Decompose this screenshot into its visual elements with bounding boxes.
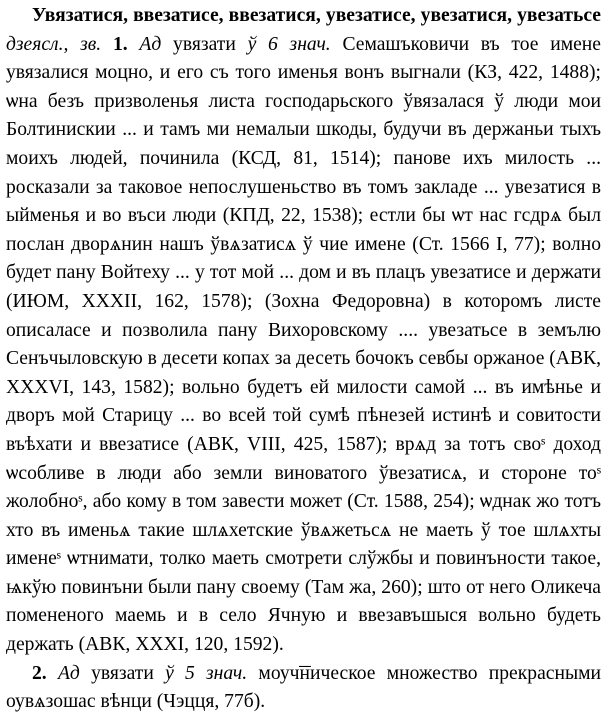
sense-1-ref-label: Ад — [139, 33, 162, 55]
dictionary-entry — [6, 2, 601, 717]
sense-1-paragraph — [6, 2, 601, 660]
grammar-label: дзеясл., зв. — [6, 33, 102, 55]
sense-1-number: 1. — [112, 33, 128, 55]
sense-1-text: Семашъковичи въ тое имене увязалися моцно, и его съ того именья вонъ выгнали (КЗ, 422, 1488); ѡна безъ призволенья листа господарьского ўвязалася ў люди мои Болтинискии ... и тамъ ми немалыи шкоды, будучи въ держаньи тыхъ моихъ людей, починила (КСД, 81, 1514); панове ихъ милость ... росказали за таковое непослушеньство въ томъ закладе ... увезатися в ыйменья и во въси люди (КПД, 22, 1538); естли бы ѡт нас гсдрѧ был послан дворѧнин нашъ ўвѧзатисѧ ў чие имене (Ст. 1566 I, 77); волно будет пану Войтеху ... у тот мой ... дом и въ плацъ увезатисе и держати (ИЮМ, XXXII, 162, 1578); (Зохна Федоровна) в которомъ листе описаласе и позволила пану Вихоровскому .... увезатьсе в земълю Сенъчыловскую в десети копах за десеть бочокъ севбы оржаное (АВК, XXXVI, 143, 1582); вольно будетъ ей милости самой ... въ имѣнье и дворъ мой Старицу ... во всей той сумѣ пѣнезей истинѣ и совитости въѣхати и ввезатисе (АВК, VIII, 425, 1587); врѧд за тотъ своˢ доход ѡсобливе в люди або земли виноватого ўвезатисѧ, и стороне тоˢ жолобноˢ, або кому в том завести может (Ст. 1588, 254); ѡднак жо тотъ хто въ именьѧ такие шлѧхетские ўвѧжетьсѧ не маеть ў тое шлѧхты именеˢ ѡтнимати, толко маеть смотрети слўжбы и повинъности такое, ѩкўю повинъни были пану своему (Там жа, 260); што от него Оликеча помененого маемь и в село Ячную и ввезавъшыся вольно будеть держать (АВК, XXXI, 120, 1592). — [6, 33, 601, 656]
sense-2-number: 2. — [32, 662, 47, 684]
sense-1-ref-word: увязати — [173, 33, 236, 55]
sense-1-ref-sense: ў 6 знач. — [247, 33, 331, 55]
sense-2-paragraph — [6, 660, 601, 717]
sense-2-ref-sense: ў 5 знач. — [165, 662, 248, 684]
sense-2-ref-word: увязати — [91, 662, 154, 684]
sense-2-ref-label: Ад — [57, 662, 80, 684]
headword: Увязатися, ввезатисе, ввезатися, увезатисе, увезатися, увезатьсе — [32, 5, 601, 26]
sense-2-text: моуч͞ническое множество прекрасными оувѧзошас вѣнци (Чэцця, 77б). — [6, 662, 601, 713]
